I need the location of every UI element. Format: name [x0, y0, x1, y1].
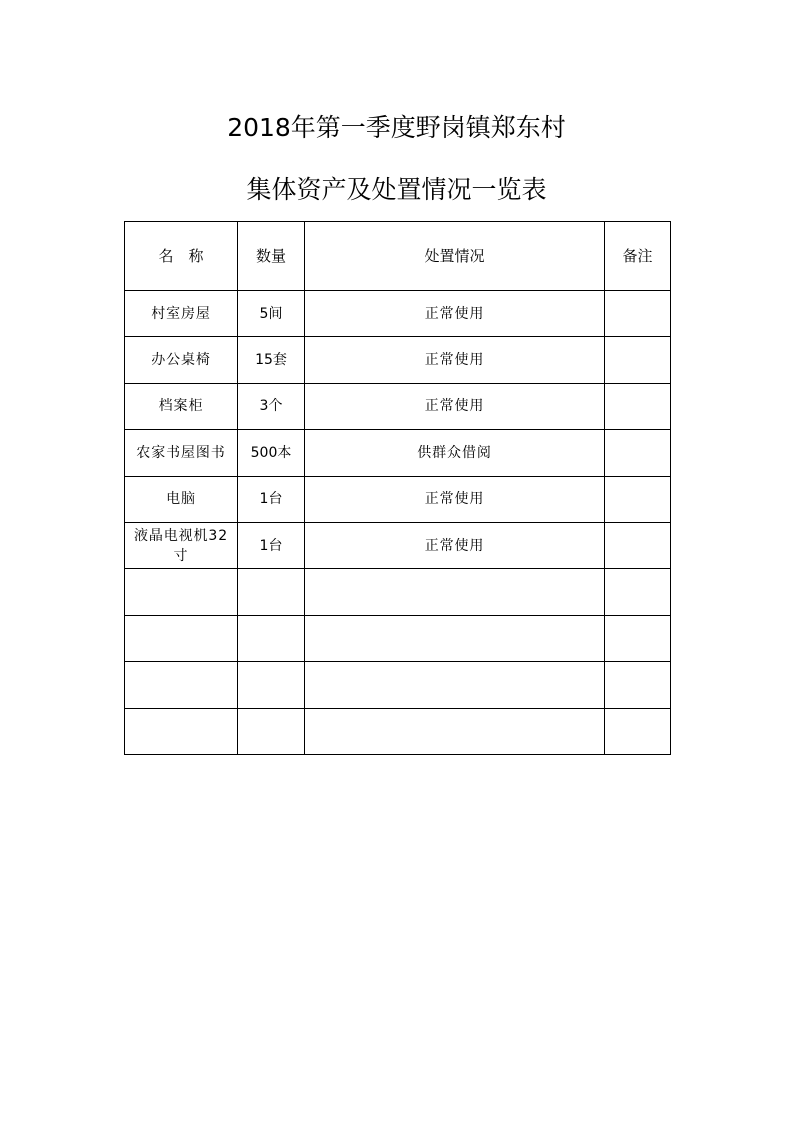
cell-quantity: 500本: [238, 430, 305, 476]
cell-name: 农家书屋图书: [125, 430, 238, 476]
cell-status: [305, 708, 605, 754]
document-title-line-2: 集体资产及处置情况一览表: [246, 175, 547, 204]
cell-name: 办公桌椅: [125, 337, 238, 383]
cell-quantity: [238, 569, 305, 615]
cell-quantity: 1台: [238, 522, 305, 568]
table-row: [125, 337, 671, 383]
table-header-row: [125, 222, 671, 291]
cell-status: 正常使用: [305, 291, 605, 337]
document-title-line-1: 2018年第一季度野岗镇郑东村: [227, 113, 566, 142]
cell-quantity: 5间: [238, 291, 305, 337]
table-row: [125, 476, 671, 522]
cell-note: [605, 662, 671, 708]
cell-name: [125, 708, 238, 754]
cell-note: [605, 569, 671, 615]
table-row: [125, 662, 671, 708]
cell-status: 正常使用: [305, 476, 605, 522]
cell-quantity: 1台: [238, 476, 305, 522]
cell-quantity: [238, 662, 305, 708]
cell-status: 供群众借阅: [305, 430, 605, 476]
cell-status: 正常使用: [305, 522, 605, 568]
asset-table: [124, 221, 671, 755]
header-status: 处置情况: [305, 222, 605, 291]
table-row: [125, 569, 671, 615]
header-name: 名 称: [125, 222, 238, 291]
table-row: [125, 708, 671, 754]
cell-quantity: 3个: [238, 383, 305, 429]
cell-note: [605, 708, 671, 754]
cell-quantity: [238, 615, 305, 661]
cell-status: [305, 569, 605, 615]
cell-note: [605, 291, 671, 337]
cell-quantity: [238, 708, 305, 754]
cell-note: [605, 522, 671, 568]
header-note: 备注: [605, 222, 671, 291]
cell-name: [125, 615, 238, 661]
cell-name: 电脑: [125, 476, 238, 522]
cell-note: [605, 430, 671, 476]
table-row: [125, 383, 671, 429]
cell-name: 档案柜: [125, 383, 238, 429]
cell-name: [125, 569, 238, 615]
cell-status: 正常使用: [305, 383, 605, 429]
cell-quantity: 15套: [238, 337, 305, 383]
table-row: [125, 430, 671, 476]
cell-note: [605, 337, 671, 383]
table-row: [125, 522, 671, 568]
cell-status: 正常使用: [305, 337, 605, 383]
cell-name: [125, 522, 238, 568]
cell-note: [605, 383, 671, 429]
cell-name-text: 液晶电视机32寸: [133, 527, 229, 564]
cell-note: [605, 615, 671, 661]
header-quantity: 数量: [238, 222, 305, 291]
cell-note: [605, 476, 671, 522]
cell-status: [305, 662, 605, 708]
cell-name: 村室房屋: [125, 291, 238, 337]
table-row: [125, 615, 671, 661]
cell-status: [305, 615, 605, 661]
cell-name: [125, 662, 238, 708]
table-row: [125, 291, 671, 337]
